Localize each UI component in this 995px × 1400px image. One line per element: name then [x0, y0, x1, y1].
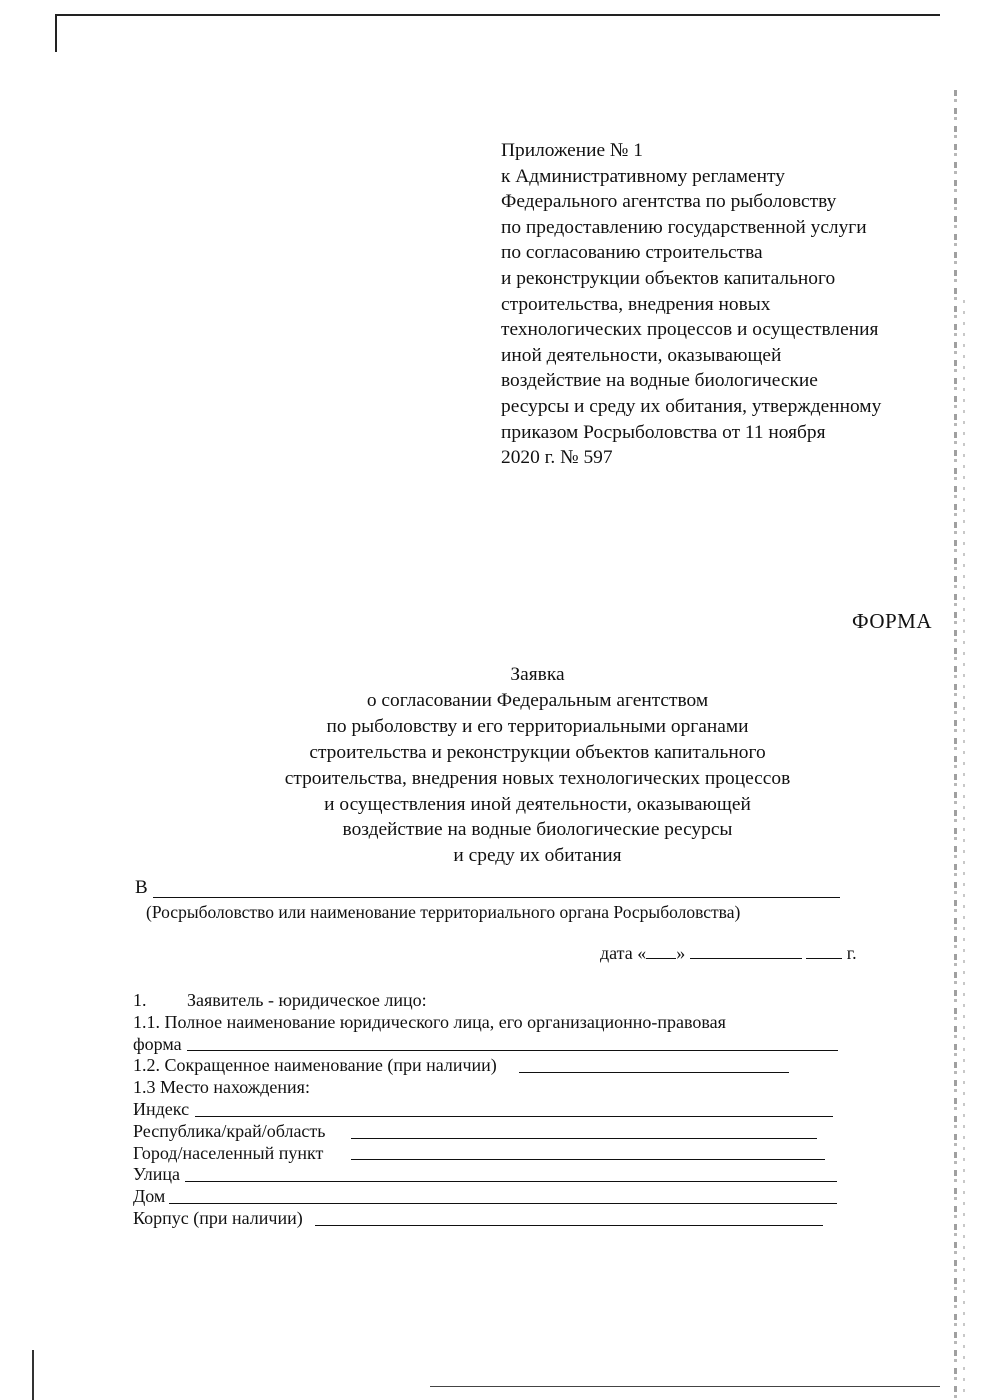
appendix-line: по предоставлению государственной услуги	[501, 216, 867, 238]
addressee-row	[135, 877, 840, 901]
title-line: по рыболовству и его территориальными органами	[326, 715, 749, 737]
section-heading-row	[133, 990, 853, 1012]
street-field[interactable]	[185, 1181, 837, 1182]
street-label: Улица	[133, 1164, 180, 1185]
appendix-line: ресурсы и среду их обитания, утвержденному	[501, 395, 882, 417]
appendix-line: Федерального агентства по рыболовству	[501, 191, 837, 213]
appendix-line: строительства, внедрения новых	[501, 293, 771, 315]
appendix-line: 2020 г. № 597	[501, 447, 613, 469]
date-mid: »	[676, 943, 686, 963]
item-1-2-row	[133, 1055, 853, 1077]
city-label: Город/населенный пункт	[133, 1142, 324, 1163]
title-line: и осуществления иной деятельности, оказывающей	[324, 793, 751, 815]
form-label: ФОРМА	[851, 609, 932, 633]
region-row	[133, 1121, 853, 1143]
region-label: Республика/край/область	[133, 1120, 326, 1141]
scan-border-bottom	[430, 1386, 940, 1387]
scan-border-bottom-left	[32, 1350, 34, 1400]
title-line: воздействие на водные биологические ресурсы	[342, 819, 733, 841]
street-row	[133, 1164, 853, 1186]
title-line: строительства, внедрения новых технологических процессов	[284, 767, 791, 789]
appendix-line: технологических процессов и осуществления	[501, 319, 879, 341]
building-label: Корпус (при наличии)	[133, 1207, 303, 1228]
appendix-line: по согласованию строительства	[501, 242, 763, 264]
date-day-field[interactable]	[646, 943, 676, 959]
appendix-line: воздействие на водные биологические	[501, 370, 818, 392]
building-row	[133, 1208, 853, 1230]
section-heading: Заявитель - юридическое лицо:	[187, 990, 427, 1010]
scan-edge-noise-2	[963, 300, 965, 1400]
house-field[interactable]	[169, 1203, 837, 1204]
item-1-2-label: 1.2. Сокращенное наименование (при наличии)	[133, 1055, 497, 1076]
addressee-prefix: В	[135, 877, 148, 898]
index-row	[133, 1099, 853, 1121]
item-1-3-row	[133, 1077, 853, 1099]
date-row	[600, 943, 857, 964]
house-row	[133, 1186, 853, 1208]
date-year-field[interactable]	[806, 943, 842, 959]
addressee-field[interactable]	[153, 897, 840, 898]
addressee-caption: (Росрыболовство или наименование территориального органа Росрыболовства)	[146, 902, 741, 922]
city-row	[133, 1143, 853, 1165]
title-line: и среду их обитания	[453, 845, 622, 867]
scan-edge-noise	[954, 90, 957, 1400]
applicant-section	[133, 990, 853, 1230]
item-1-1-label: 1.1. Полное наименование юридического лица, его организационно-правовая	[133, 1011, 726, 1032]
appendix-line: Приложение № 1	[501, 140, 643, 161]
scan-border-left	[55, 14, 57, 52]
appendix-line: иной деятельности, оказывающей	[501, 344, 782, 366]
title-line: строительства и реконструкции объектов капитального	[309, 741, 766, 763]
date-month-field[interactable]	[690, 943, 802, 959]
title-line: Заявка	[510, 664, 565, 685]
item-1-1-cont-label: форма	[133, 1033, 182, 1054]
date-suffix: г.	[846, 943, 857, 963]
appendix-line: приказом Росрыболовства от 11 ноября	[501, 421, 826, 443]
document-title	[230, 662, 845, 869]
appendix-header	[501, 138, 951, 471]
scan-border-top	[55, 14, 940, 16]
house-label: Дом	[133, 1186, 166, 1207]
item-1-3-label: 1.3 Место нахождения:	[133, 1077, 310, 1098]
full-name-field[interactable]	[187, 1050, 838, 1051]
section-number: 1.	[133, 990, 147, 1010]
city-field[interactable]	[351, 1159, 825, 1160]
index-label: Индекс	[133, 1098, 190, 1119]
appendix-line: и реконструкции объектов капитального	[501, 267, 836, 289]
item-1-1-cont-row	[133, 1034, 853, 1056]
short-name-field[interactable]	[519, 1072, 789, 1073]
building-field[interactable]	[315, 1225, 823, 1226]
region-field[interactable]	[351, 1138, 817, 1139]
title-line: о согласовании Федеральным агентством	[366, 689, 709, 711]
date-prefix: дата «	[600, 943, 647, 963]
item-1-1-row	[133, 1012, 853, 1034]
appendix-line: к Административному регламенту	[501, 165, 785, 187]
index-field[interactable]	[195, 1116, 833, 1117]
